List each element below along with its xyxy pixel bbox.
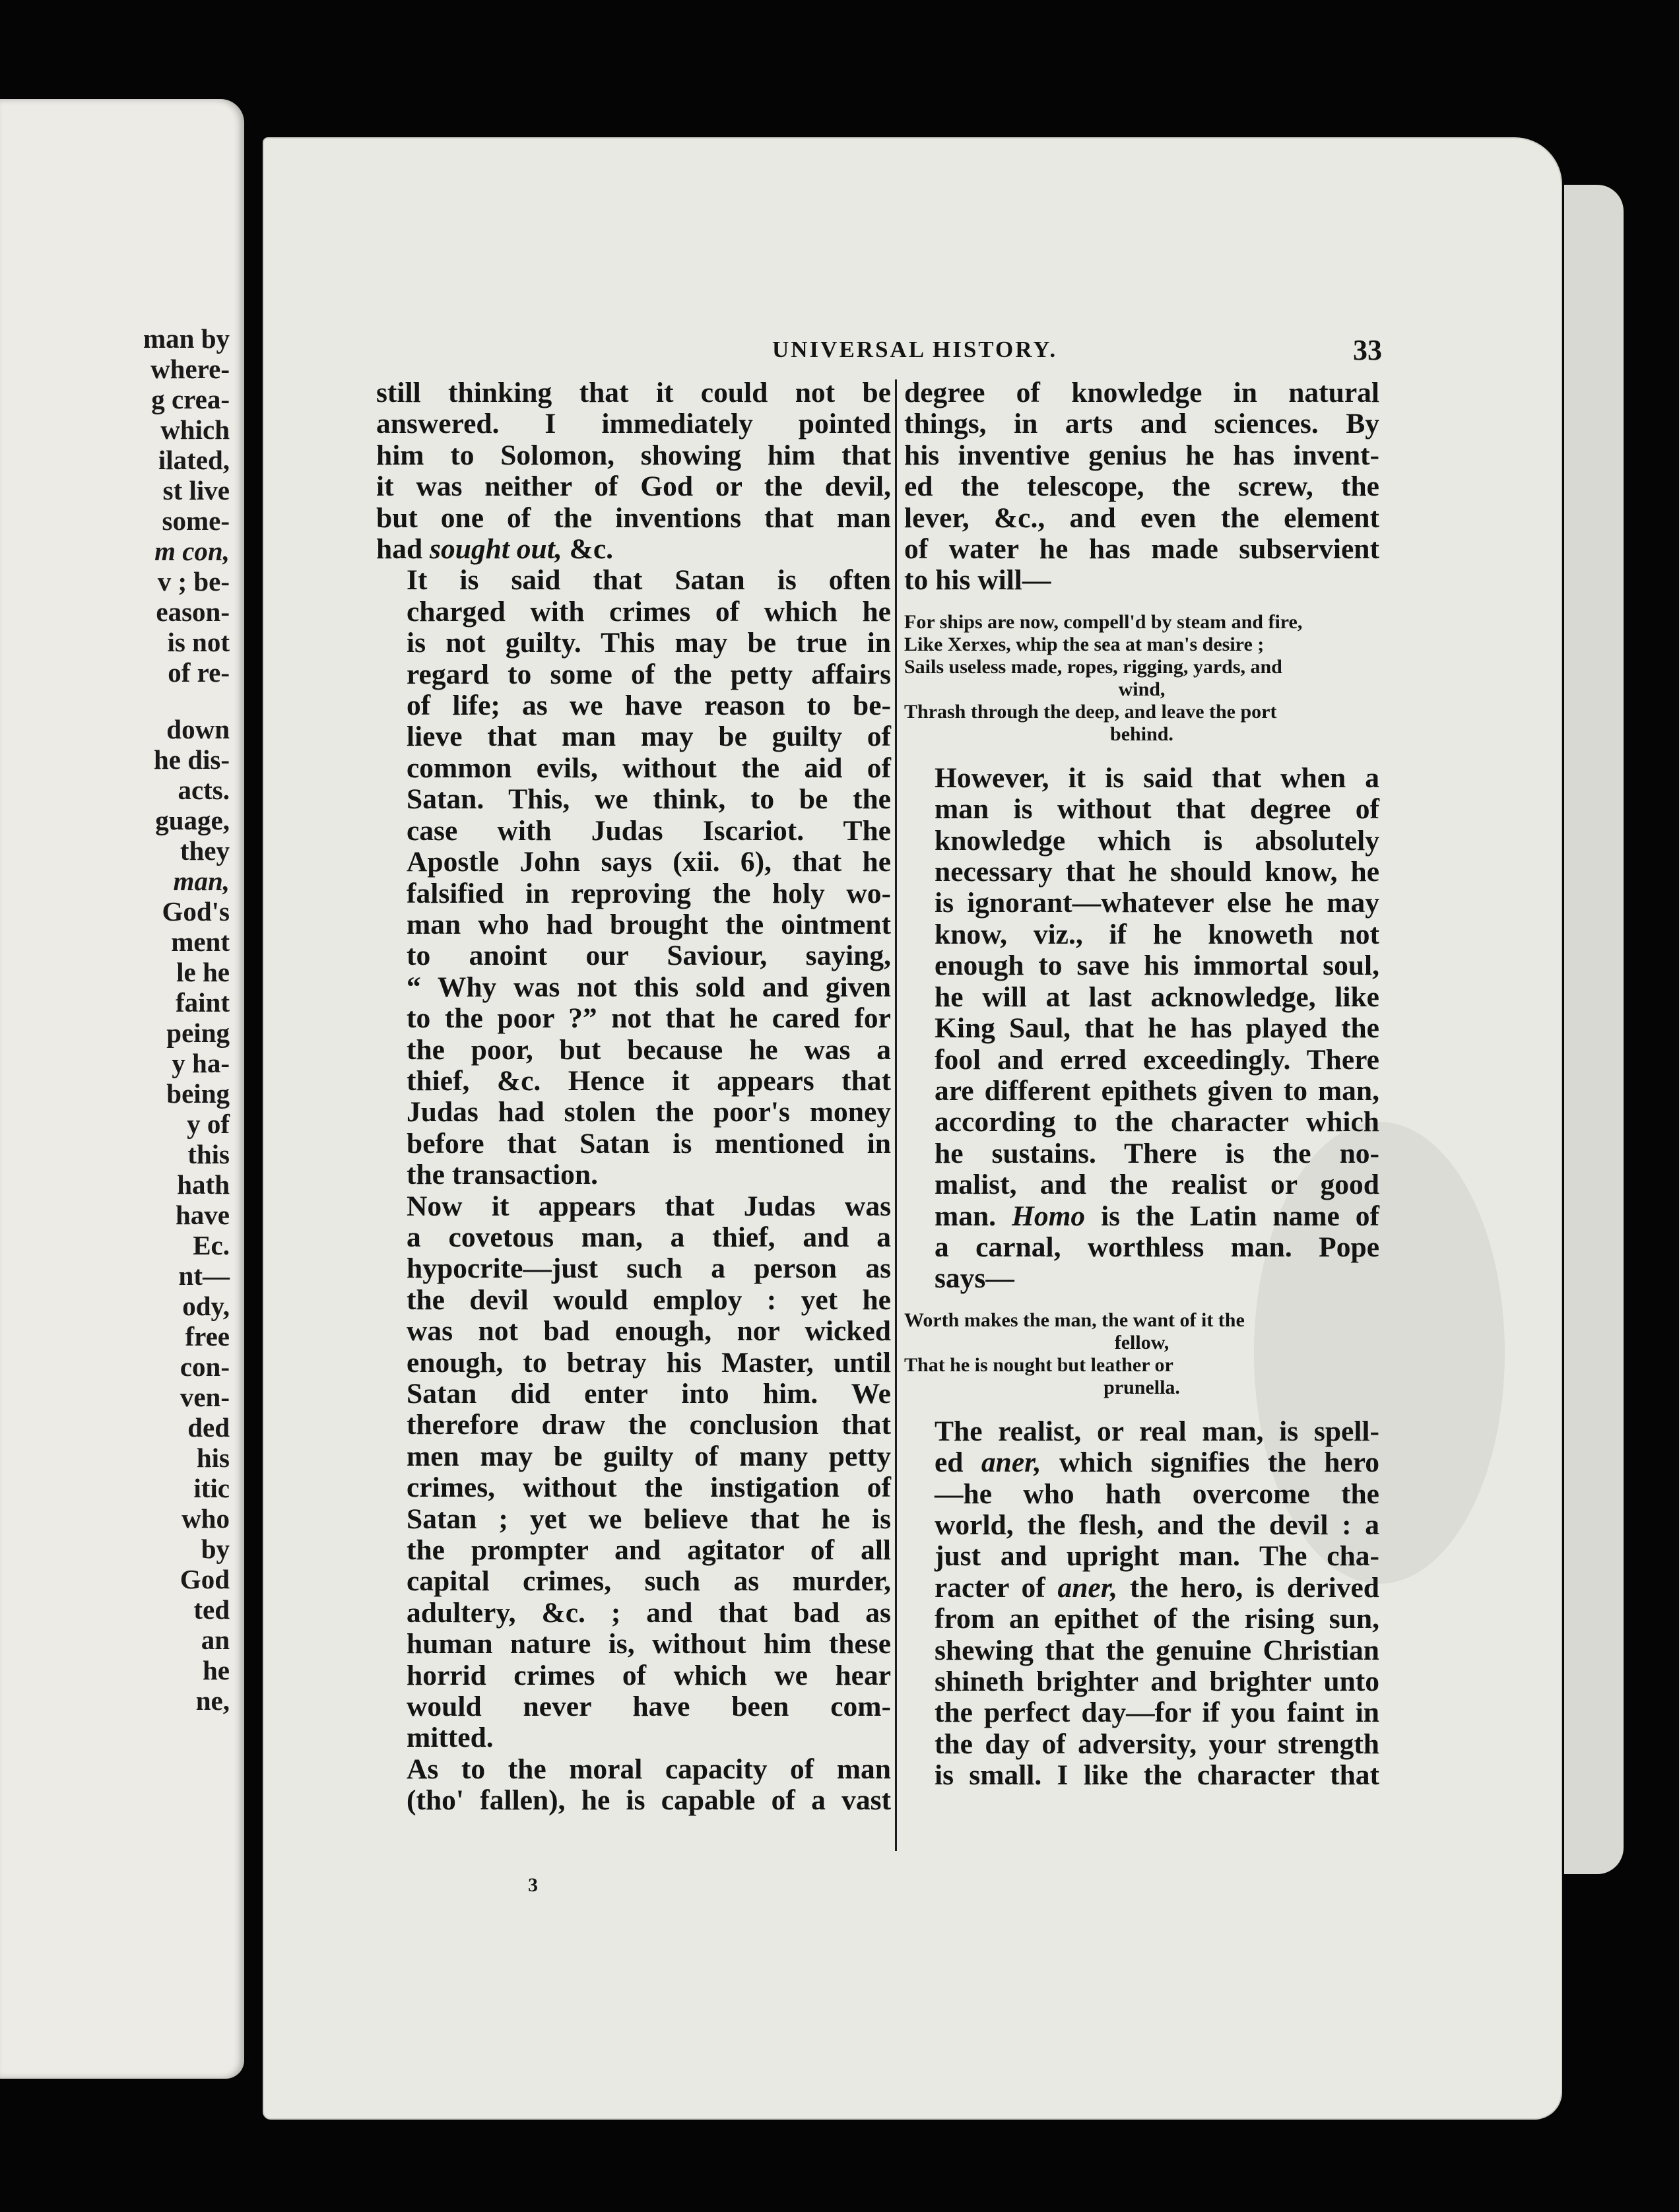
text-line (376, 534, 891, 565)
facing-page-fragment: they (180, 835, 230, 866)
facing-page-fragment: free (185, 1321, 230, 1351)
text-run: ed (935, 1447, 981, 1479)
text-line: just and upright man. The cha- (935, 1540, 1379, 1573)
facing-page-fragment: nt— (178, 1260, 230, 1291)
text-line: falsified in reproving the holy wo- (407, 877, 891, 909)
text-line: he will at last acknowledge, like (935, 981, 1379, 1013)
paragraph (376, 1191, 891, 1754)
text-line: the day of adversity, your strength (935, 1728, 1379, 1760)
text-line: but one of the inventions that man (376, 502, 891, 534)
text-line: would never have been com- (407, 1691, 891, 1723)
facing-page-fragment: ment (171, 927, 230, 957)
poem-line: Worth makes the man, the want of it the (904, 1309, 1245, 1331)
facing-page-fragment: m con, (154, 536, 230, 566)
text-line: Now it appears that Judas was (407, 1190, 891, 1222)
text-line: a covetous man, a thief, and a (407, 1221, 891, 1253)
paragraph (376, 565, 891, 1190)
facing-page-fragment: guage, (155, 805, 230, 835)
text-run: is the Latin name of (1085, 1200, 1380, 1232)
italic-word: Homo (1011, 1200, 1086, 1232)
signature-mark: 3 (528, 1874, 538, 1896)
text-line: according to the character which (935, 1106, 1379, 1138)
text-line: before that Satan is mentioned in (407, 1127, 891, 1159)
text-line: fool and erred exceedingly. There (935, 1043, 1379, 1076)
facing-page-fragment: by (201, 1534, 230, 1564)
facing-page-fragment: ted (193, 1594, 230, 1625)
text-line: says— (935, 1262, 1014, 1295)
facing-page-fragment: itic (193, 1473, 230, 1503)
text-line: —he who hath overcome the (935, 1478, 1379, 1510)
text-line: Judas had stolen the poor's money (407, 1096, 891, 1128)
text-line: of water he has made subservient (904, 533, 1379, 566)
facing-page-fragment: v ; be- (157, 566, 230, 597)
text-line: his inventive genius he has invent- (904, 439, 1379, 471)
facing-page-fragment: he (203, 1655, 230, 1685)
text-line: the transaction. (407, 1159, 598, 1191)
page-number: 33 (1353, 334, 1382, 366)
poem-quote (904, 1309, 1379, 1399)
text-line: However, it is said that when a (935, 762, 1379, 794)
text-line: It is said that Satan is often (407, 564, 891, 597)
text-run: man. (935, 1200, 1012, 1232)
facing-page-fragment: y of (187, 1109, 230, 1139)
facing-page-fragment: g crea- (151, 384, 230, 414)
poem-line: Sails useless made, ropes, rigging, yards, and (904, 655, 1282, 678)
poem-line: For ships are now, compell'd by steam and fire, (904, 610, 1303, 633)
text-line (904, 1573, 1379, 1604)
text-line: ed the telescope, the screw, the (904, 471, 1379, 503)
facing-page-fragment: have (176, 1200, 230, 1230)
text-line: are different epithets given to man, (935, 1074, 1379, 1107)
text-line: answered. I immediately pointed (376, 408, 891, 440)
text-line: man is without that degree of (935, 793, 1379, 826)
text-line: was not bad enough, nor wicked (407, 1315, 891, 1348)
text-line: Apostle John says (xii. 6), that he (407, 846, 891, 878)
poem-quote (904, 611, 1379, 746)
text-line: is not guilty. This may be true in (407, 627, 891, 659)
facing-page-fragment: con- (180, 1351, 230, 1382)
text-line: “ Why was not this sold and given (407, 971, 891, 1003)
text-line: degree of knowledge in natural (904, 377, 1379, 408)
facing-page-fragment: this (187, 1139, 230, 1169)
facing-page-fragment: ilated, (158, 445, 230, 475)
text-line: common evils, without the aid of (407, 752, 891, 784)
text-line: Satan. This, we think, to be the (407, 783, 891, 816)
italic-word: sought out, (430, 533, 562, 566)
text-line: shewing that the genuine Christian (935, 1634, 1379, 1666)
facing-page-fragment: who (181, 1503, 230, 1534)
facing-page-fragment: is not (167, 627, 230, 657)
text-line: lever, &c., and even the element (904, 502, 1379, 534)
facing-page-fragment: down (166, 714, 230, 744)
paragraph (904, 1416, 1379, 1792)
text-line: world, the flesh, and the devil : a (935, 1509, 1379, 1541)
facing-page-fragment: God's (162, 896, 230, 927)
poem-line: Thrash through the deep, and leave the port (904, 700, 1277, 723)
text-line: of life; as we have reason to be- (407, 690, 891, 722)
facing-page-fragment: eason- (156, 597, 230, 627)
facing-page-fragment: which (160, 414, 230, 445)
text-run: which signifies the hero (1041, 1447, 1379, 1479)
text-line: things, in arts and sciences. By (904, 408, 1379, 440)
facing-page-fragment: faint (176, 987, 230, 1018)
paragraph (376, 377, 891, 565)
text-run: racter of (935, 1571, 1058, 1604)
text-line: is small. I like the character that (935, 1759, 1379, 1792)
text-line: charged with crimes of which he (407, 595, 891, 628)
text-line: from an epithet of the rising sun, (935, 1603, 1379, 1635)
text-line: capital crimes, such as murder, (407, 1565, 891, 1598)
text-line: still thinking that it could not be (376, 377, 891, 408)
facing-page-fragment: his (196, 1443, 230, 1473)
text-line: shineth brighter and brighter unto (935, 1666, 1379, 1697)
column-rule (895, 379, 897, 1851)
running-title: UNIVERSAL HISTORY. (772, 337, 1058, 362)
text-line: As to the moral capacity of man (407, 1753, 891, 1785)
column-right (904, 377, 1379, 1792)
text-line: know, viz., if he knoweth not (935, 918, 1379, 950)
text-line: knowledge which is absolutely (935, 824, 1379, 857)
facing-page-fragment: being (166, 1078, 230, 1109)
text-line: adultery, &c. ; and that bad as (407, 1596, 891, 1629)
text-run: &c. (562, 533, 613, 566)
text-line (904, 1447, 1379, 1478)
text-line: thief, &c. Hence it appears that (407, 1064, 891, 1097)
text-line: enough, to betray his Master, until (407, 1346, 891, 1379)
text-line: regard to some of the petty affairs (407, 658, 891, 690)
poem-line: fellow, (1114, 1331, 1169, 1353)
italic-word: aner, (981, 1447, 1041, 1479)
text-line (904, 1416, 1379, 1447)
paragraph (904, 377, 1379, 597)
facing-page-fragment: hath (177, 1169, 230, 1200)
text-line (904, 1201, 1379, 1232)
facing-page-fragment: he dis- (153, 744, 230, 775)
text-line: case with Judas Iscariot. The (407, 814, 891, 847)
text-run: had (376, 533, 430, 566)
text-line: to anoint our Saviour, saying, (407, 940, 891, 972)
facing-page-fragment: man by (143, 323, 230, 354)
text-line: therefore draw the conclusion that (407, 1409, 891, 1441)
text-line: horrid crimes of which we hear (407, 1659, 891, 1691)
text-line: mitted. (407, 1722, 494, 1754)
text-line: King Saul, that he has played the (935, 1012, 1379, 1045)
facing-page-fragment: some- (162, 505, 230, 536)
facing-page-fragment: ded (187, 1412, 230, 1443)
poem-line: wind, (1118, 678, 1166, 700)
text-line: is ignorant—whatever else he may (935, 887, 1379, 919)
facing-page-fragment: God (180, 1564, 230, 1594)
text-line: human nature is, without him these (407, 1628, 891, 1660)
poem-line: That he is nought but leather or (904, 1353, 1173, 1376)
facing-page-fragment: ven- (180, 1382, 230, 1412)
text-line: to his will— (904, 564, 1051, 597)
facing-page-fragment: where- (150, 354, 230, 384)
text-line: Satan did enter into him. We (407, 1378, 891, 1410)
text-line: Satan ; yet we believe that he is (407, 1503, 891, 1535)
paragraph (376, 1754, 891, 1817)
paragraph (904, 763, 1379, 1295)
text-line: necessary that he should know, he (935, 856, 1379, 888)
facing-page-fragment: an (201, 1625, 230, 1655)
text-line: hypocrite—just such a person as (407, 1252, 891, 1285)
text-line: malist, and the realist or good (935, 1169, 1379, 1201)
facing-page-fragment: of re- (168, 657, 230, 688)
text-line: the prompter and agitator of all (407, 1534, 891, 1567)
text-run: the hero, is derived (1117, 1571, 1379, 1604)
text-line: men may be guilty of many petty (407, 1440, 891, 1472)
text-line: enough to save his immortal soul, (935, 950, 1379, 982)
text-line: lieve that man may be guilty of (407, 721, 891, 753)
text-line: man who had brought the ointment (407, 908, 891, 940)
text-line: a carnal, worthless man. Pope (935, 1231, 1379, 1263)
text-line: to the poor ?” not that he cared for (407, 1002, 891, 1035)
facing-page-fragment: Ec. (193, 1230, 230, 1260)
page-edge (1564, 185, 1624, 1874)
facing-page-fragment: ody, (182, 1291, 230, 1321)
column-left (376, 377, 891, 1817)
text-line: it was neither of God or the devil, (376, 471, 891, 503)
facing-page-fragment: ne, (195, 1685, 230, 1716)
facing-page-fragment: y ha- (172, 1048, 230, 1078)
facing-page (0, 99, 244, 2079)
italic-word: aner, (1057, 1571, 1118, 1604)
facing-page-fragment: acts. (178, 775, 230, 805)
text-line: the poor, but because he was a (407, 1033, 891, 1066)
poem-line: Like Xerxes, whip the sea at man's desire ; (904, 633, 1265, 655)
text-line: he sustains. There is the no- (935, 1137, 1379, 1169)
text-line: (tho' fallen), he is capable of a vast (407, 1784, 891, 1817)
poem-line: prunella. (1103, 1376, 1180, 1398)
text-line: crimes, without the instigation of (407, 1472, 891, 1504)
poem-line: behind. (1110, 723, 1173, 745)
text-line: him to Solomon, showing him that (376, 439, 891, 471)
facing-page-fragment: le he (176, 957, 230, 987)
facing-page-fragment: st live (162, 475, 230, 505)
text-line: the devil would employ : yet he (407, 1284, 891, 1316)
facing-page-fragment: man, (173, 866, 230, 896)
facing-page-fragment: peing (166, 1018, 230, 1048)
text-line: the perfect day—for if you faint in (935, 1697, 1379, 1729)
text-run: The realist, or real man, is spell- (935, 1415, 1379, 1447)
